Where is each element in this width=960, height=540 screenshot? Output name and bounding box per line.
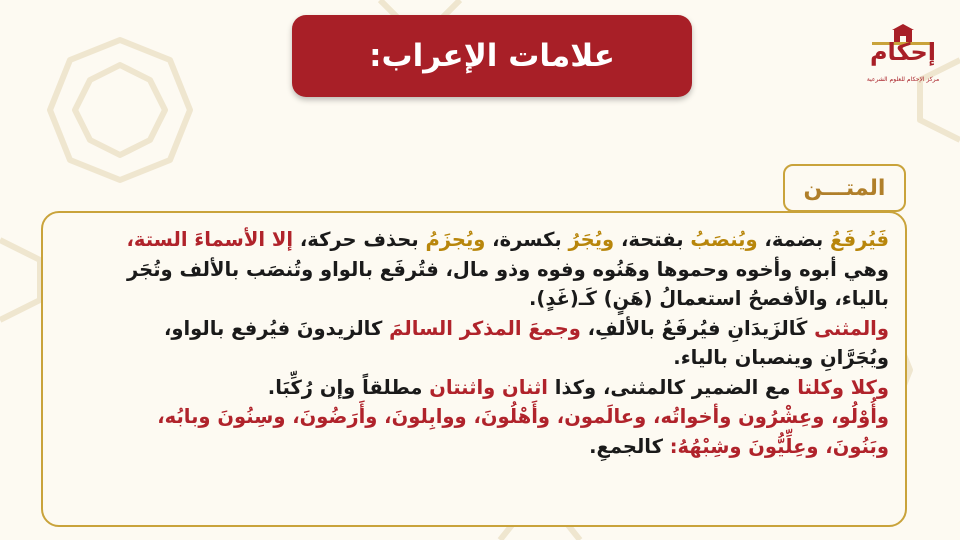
- term: ويُجَرُ: [568, 228, 615, 251]
- text-segment: مع الضمير كالمثنى، وكذا: [547, 375, 798, 399]
- slide-title-box: [292, 15, 692, 97]
- text-line: بالياء، والأفصحُ استعمالُ (هَنٍ) كَـ(غَدٍ).: [529, 287, 889, 310]
- section-label-box: [783, 164, 906, 212]
- slide-title: علامات الإعراب:: [369, 38, 615, 74]
- text-line: [59, 373, 889, 403]
- text-line: وهي أبوه وأخوه وحموها وهَنُوه وفوه وذو مال، فتُرفَع بالواو وتُنصَب بالألف وتُجَر: [127, 257, 889, 281]
- text-segment: مطلقاً وإن رُكِّبَا.: [267, 375, 430, 399]
- matn-text: [59, 225, 889, 461]
- text-line: [59, 314, 889, 344]
- term: اثنان واثنتان: [429, 375, 548, 399]
- term: وبَنُونَ، وعِلِّيُّونَ وشِبْهُهُ:: [669, 434, 889, 458]
- text-line: [59, 225, 889, 255]
- text-line: [59, 402, 889, 432]
- text-segment: بفتحة،: [614, 228, 691, 251]
- term: وأُوْلُو، وعِشْرُون وأخواتُه، وعالَمون، وأَهْلُونَ، ووابِلونَ، وأَرَضُونَ، وسِنُونَ وبابُه،: [157, 405, 889, 428]
- logo-word: إحكام: [869, 38, 937, 66]
- text-segment: بحذف حركة،: [293, 228, 426, 251]
- term: فَيُرفَعُ: [830, 228, 889, 251]
- ihkam-logo: [864, 24, 942, 94]
- text-segment: كالجمعِ.: [589, 434, 670, 458]
- main-text-box: [41, 211, 907, 527]
- term: ويُنصَبُ: [690, 228, 758, 251]
- term: ويُجزَمُ: [425, 228, 486, 251]
- section-label: المتـــن: [803, 175, 886, 201]
- text-line: ويُجَرَّانِ وينصبان بالياء.: [673, 346, 889, 369]
- text-segment: كالزيدونَ فيُرفع بالواو،: [163, 316, 390, 340]
- text-line: [59, 432, 889, 462]
- logo-subtitle: مركز الإحكام للعلوم الشرعية: [866, 76, 940, 83]
- text-segment: كَالزَيدَانِ فيُرفَعُ بالألفِ،: [580, 316, 815, 340]
- text-segment: بضمة،: [757, 228, 831, 251]
- term: والمثنى: [814, 316, 889, 340]
- term: إلا الأسماءَ الستة،: [126, 228, 294, 251]
- term: وجمعَ المذكر السالمَ: [389, 316, 581, 340]
- term: وكلا وكلتا: [797, 375, 889, 399]
- text-segment: بكسرة،: [485, 228, 569, 251]
